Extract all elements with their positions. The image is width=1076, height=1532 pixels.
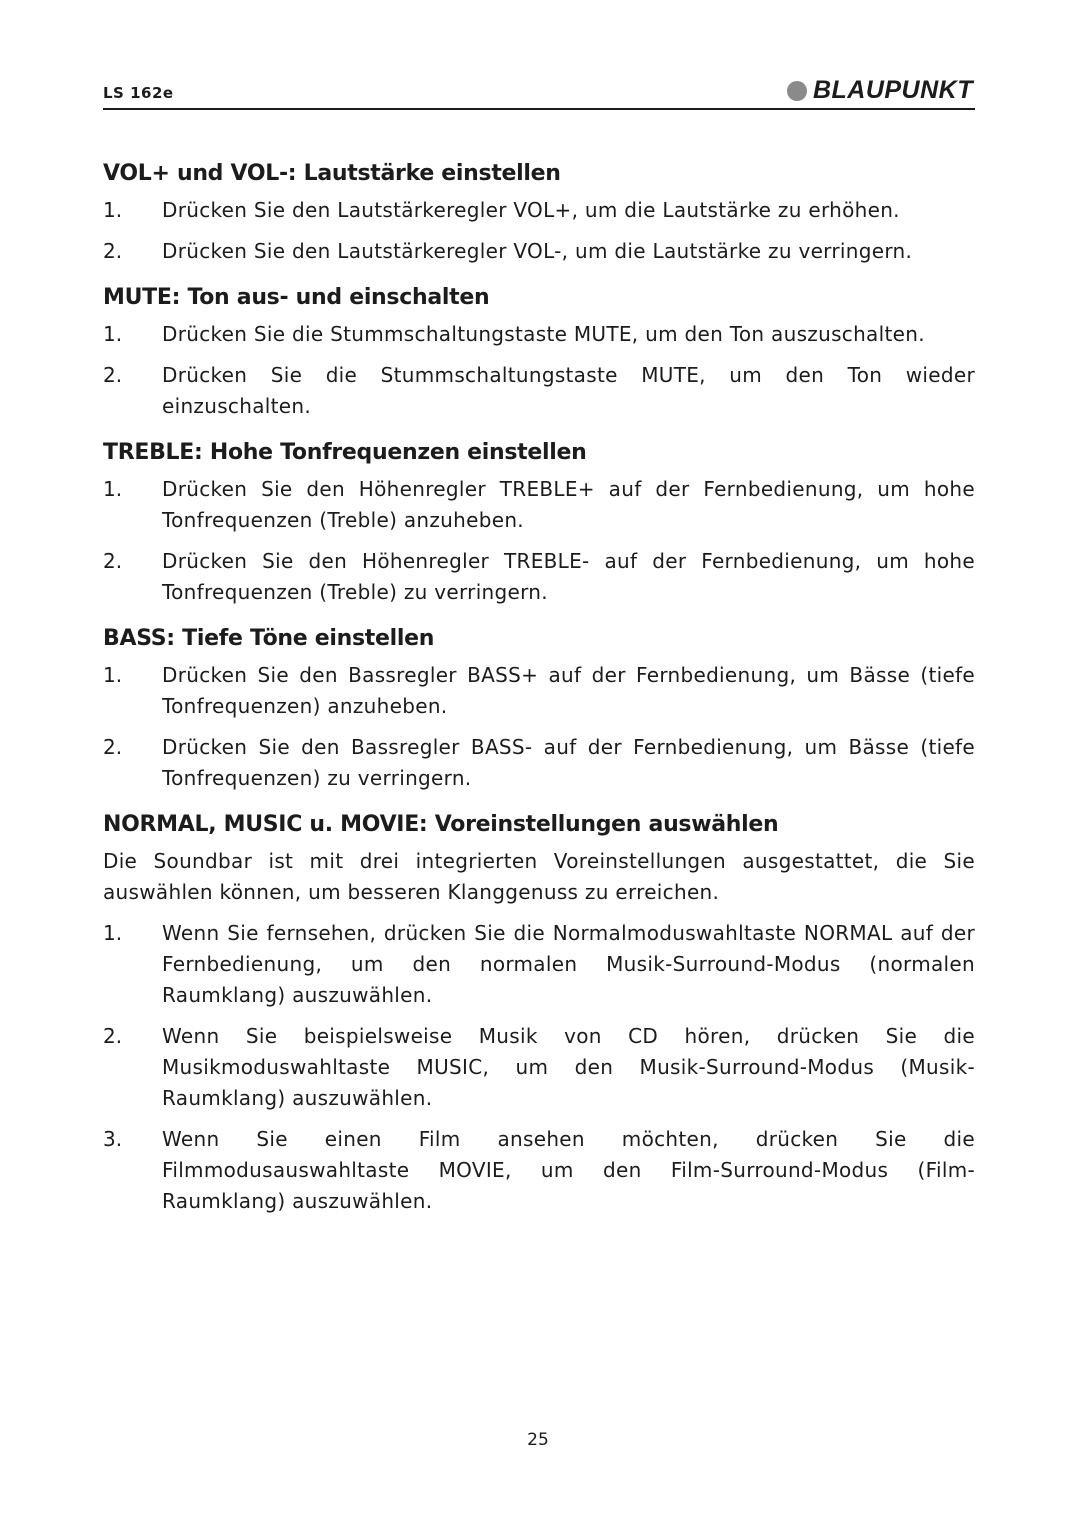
list-number: 2. [103,363,123,387]
list-number: 1. [103,198,123,222]
list-text: Drücken Sie den Lautstärkeregler VOL+, um die Lautstärke zu erhöhen. [162,198,900,222]
list-number: 2. [103,735,123,759]
list-item [103,546,975,608]
page-number: 25 [527,1430,549,1450]
list-item [103,732,975,794]
list-text: Drücken Sie den Bassregler BASS+ auf der Fernbedienung, um Bässe (tiefe Tonfrequenzen) anzuheben. [162,663,975,718]
list-text: Wenn Sie fernsehen, drücken Sie die Normalmoduswahltaste NORMAL auf der Fernbedienung, um den normalen Musik-Surround-Modus (normalen Raumklang) auszuwählen. [162,921,975,1007]
list-number: 3. [103,1127,123,1151]
list-number: 2. [103,1024,123,1048]
section-treble [103,436,975,608]
section-heading: TREBLE: Hohe Tonfrequenzen einstellen [103,440,587,465]
list-item [103,660,975,722]
list-text: Drücken Sie den Lautstärkeregler VOL-, um die Lautstärke zu verringern. [162,239,913,263]
list-item [103,195,975,226]
list-text: Drücken Sie die Stummschaltungstaste MUTE, um den Ton auszuschalten. [162,322,925,346]
list-number: 1. [103,663,123,687]
section-intro: Die Soundbar ist mit drei integrierten Voreinstellungen ausgestattet, die Sie auswählen können, um besseren Klanggenuss zu erreichen. [103,849,975,904]
list-number: 2. [103,549,123,573]
list-number: 2. [103,239,123,263]
section-volume [103,157,975,267]
list-item [103,236,975,267]
section-heading: MUTE: Ton aus- und einschalten [103,285,490,310]
section-heading: NORMAL, MUSIC u. MOVIE: Voreinstellungen auswählen [103,812,779,837]
list-text: Drücken Sie den Höhenregler TREBLE- auf der Fernbedienung, um hohe Tonfrequenzen (Treble) zu verringern. [162,549,975,604]
list-item [103,1021,975,1114]
brand-logo [787,76,973,105]
section-presets [103,808,975,1217]
list-item [103,474,975,536]
page-content [103,157,975,1231]
section-bass [103,622,975,794]
section-heading: VOL+ und VOL-: Lautstärke einstellen [103,161,561,186]
list-text: Wenn Sie einen Film ansehen möchten, drücken Sie die Filmmodusauswahltaste MOVIE, um den Film-Surround-Modus (Film-Raumklang) auszuwählen. [162,1127,975,1213]
list-item [103,918,975,1011]
list-number: 1. [103,477,123,501]
list-item [103,319,975,350]
list-item [103,360,975,422]
list-text: Drücken Sie den Bassregler BASS- auf der Fernbedienung, um Bässe (tiefe Tonfrequenzen) zu verringern. [162,735,975,790]
list-text: Wenn Sie beispielsweise Musik von CD hören, drücken Sie die Musikmoduswahltaste MUSIC, um den Musik-Surround-Modus (Musik-Raumklang) auszuwählen. [162,1024,975,1110]
brand-dot-icon [787,81,807,101]
section-mute [103,281,975,422]
list-text: Drücken Sie den Höhenregler TREBLE+ auf der Fernbedienung, um hohe Tonfrequenzen (Treble) anzuheben. [162,477,975,532]
list-text: Drücken Sie die Stummschaltungstaste MUTE, um den Ton wieder einzuschalten. [162,363,975,418]
section-heading: BASS: Tiefe Töne einstellen [103,626,435,651]
list-item [103,1124,975,1217]
list-number: 1. [103,921,123,945]
model-number: LS 162e [103,84,174,102]
page-header [103,74,975,110]
brand-name: BLAUPUNKT [812,76,973,104]
list-number: 1. [103,322,123,346]
